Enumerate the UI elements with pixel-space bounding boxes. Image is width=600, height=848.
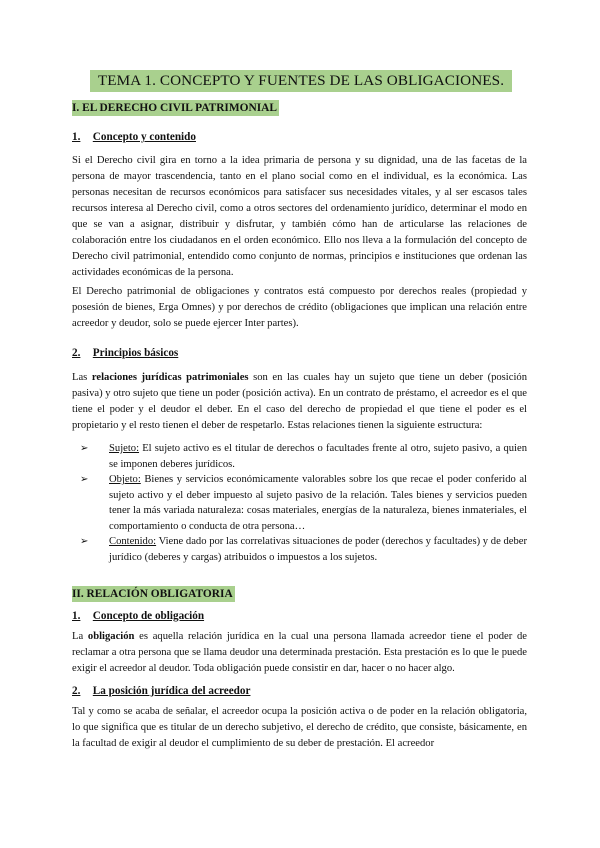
subheading-concepto-obligacion — [72, 609, 204, 623]
subheading-number: 1. — [72, 131, 81, 143]
structure-list — [72, 441, 527, 565]
paragraph-posicion-acreedor: Tal y como se acaba de señalar, el acreedor ocupa la posición activa o de poder en la relación obligatoria, lo que significa que es titular de un derecho subjetivo, el derecho de crédito, que consiste, básicamente, en la facultad de exigir al deudor el cumplimiento de su deber de prestación. El acreedor — [72, 706, 527, 749]
subheading-posicion-acreedor — [72, 684, 250, 698]
text-run: La — [72, 631, 88, 642]
subheading-label: Concepto de obligación — [92, 610, 205, 622]
bold-term: relaciones jurídicas patrimoniales — [91, 372, 249, 383]
section-heading-derecho-civil-patrimonial: I. EL DERECHO CIVIL PATRIMONIAL — [72, 102, 277, 114]
paragraph-obligacion — [72, 629, 527, 677]
list-item — [72, 534, 527, 565]
subheading-principios-basicos — [72, 346, 178, 360]
arrow-bullet-icon: ➢ — [80, 474, 89, 485]
page-title — [90, 70, 512, 92]
text-run: Las — [72, 372, 92, 383]
paragraph-derecho-civil: Si el Derecho civil gira en torno a la idea primaria de persona y su dignidad, una de las facetas de la persona de mayor trascendencia, tanto en el plano social como en el individual, es la económica. Las personas necesitan de recursos económicos para satisfacer sus necesidades vitales, y al ser escasos tales recursos interesa al Derecho civil, como a otros sectores del ordenamiento jurídico, determinar el modo en que se van a asignar, distribuir y disfrutar, y también cómo han de articularse las relaciones de colaboración entre los ciudadanos en el orden económico. Ello nos lleva a la formulación del concepto de Derecho civil patrimonial, entendido como conjunto de normas, principios e instituciones que ordenan las actividades económicas de la persona. — [72, 155, 527, 278]
arrow-bullet-icon: ➢ — [80, 443, 89, 454]
list-text: El sujeto activo es el titular de derechos o facultades frente al otro, sujeto pasivo, a quien se imponen deberes jurídicos. — [109, 443, 527, 470]
list-term: Objeto: — [109, 474, 141, 485]
paragraph-relaciones-juridicas — [72, 370, 527, 434]
bold-term: obligación — [87, 631, 135, 642]
subheading-label: Principios básicos — [92, 347, 179, 359]
subheading-number: 2. — [72, 347, 81, 359]
subheading-number: 2. — [72, 685, 81, 697]
list-term: Sujeto: — [109, 443, 140, 454]
list-item — [72, 441, 527, 472]
paragraph-derecho-patrimonial: El Derecho patrimonial de obligaciones y contratos está compuesto por derechos reales (propiedad y posesión de bienes, Erga Omnes) y por derechos de crédito (obligaciones que implican una relación entre acreedor y deudor, solo se puede ejercer Inter partes). — [72, 286, 527, 329]
list-text: Bienes y servicios económicamente valorables sobre los que recae el poder conferido al sujeto activo y el deber impuesto al sujeto pasivo de la relación. Tales bienes y servicios pueden tener la más variada naturaleza: cosas materiales, energías de la naturaleza, bienes inmateriales, el comportamiento o conducta de otra persona… — [109, 474, 527, 532]
list-text: Viene dado por las correlativas situaciones de poder (derechos y facultades) y de deber jurídico (deberes y cargas) atribuidos o impuestos a los sujetos. — [109, 536, 527, 563]
section-heading-relacion-obligatoria: II. RELACIÓN OBLIGATORIA — [72, 588, 233, 600]
subheading-label: La posición jurídica del acreedor — [92, 685, 251, 697]
text-run: es aquella relación jurídica en la cual una persona llamada acreedor tiene el poder de reclamar a otra persona que se llama deudor una determinada prestación. Esta prestación es lo que le puede exigir el acreedor al deudor. Toda obligación puede consistir en dar, hacer o no hacer algo. — [72, 631, 527, 674]
arrow-bullet-icon: ➢ — [80, 536, 89, 547]
page-title-text: TEMA 1. CONCEPTO Y FUENTES DE LAS OBLIGACIONES. — [97, 72, 505, 89]
subheading-number: 1. — [72, 610, 81, 622]
subheading-concepto-contenido — [72, 130, 196, 144]
text-run: son en las cuales hay un sujeto que tiene un deber (posición pasiva) y otro sujeto que tiene un poder (posición activa). En un contrato de préstamo, el acreedor es el que tiene el poder y el deudor el deber. En el caso del derecho de propiedad el que tiene el poder es el propietario y el resto tienen el deber de respetarlo. Estas relaciones tienen la siguiente estructura: — [72, 372, 527, 431]
subheading-label: Concepto y contenido — [92, 131, 196, 143]
list-item — [72, 472, 527, 534]
list-term: Contenido: — [109, 536, 157, 547]
